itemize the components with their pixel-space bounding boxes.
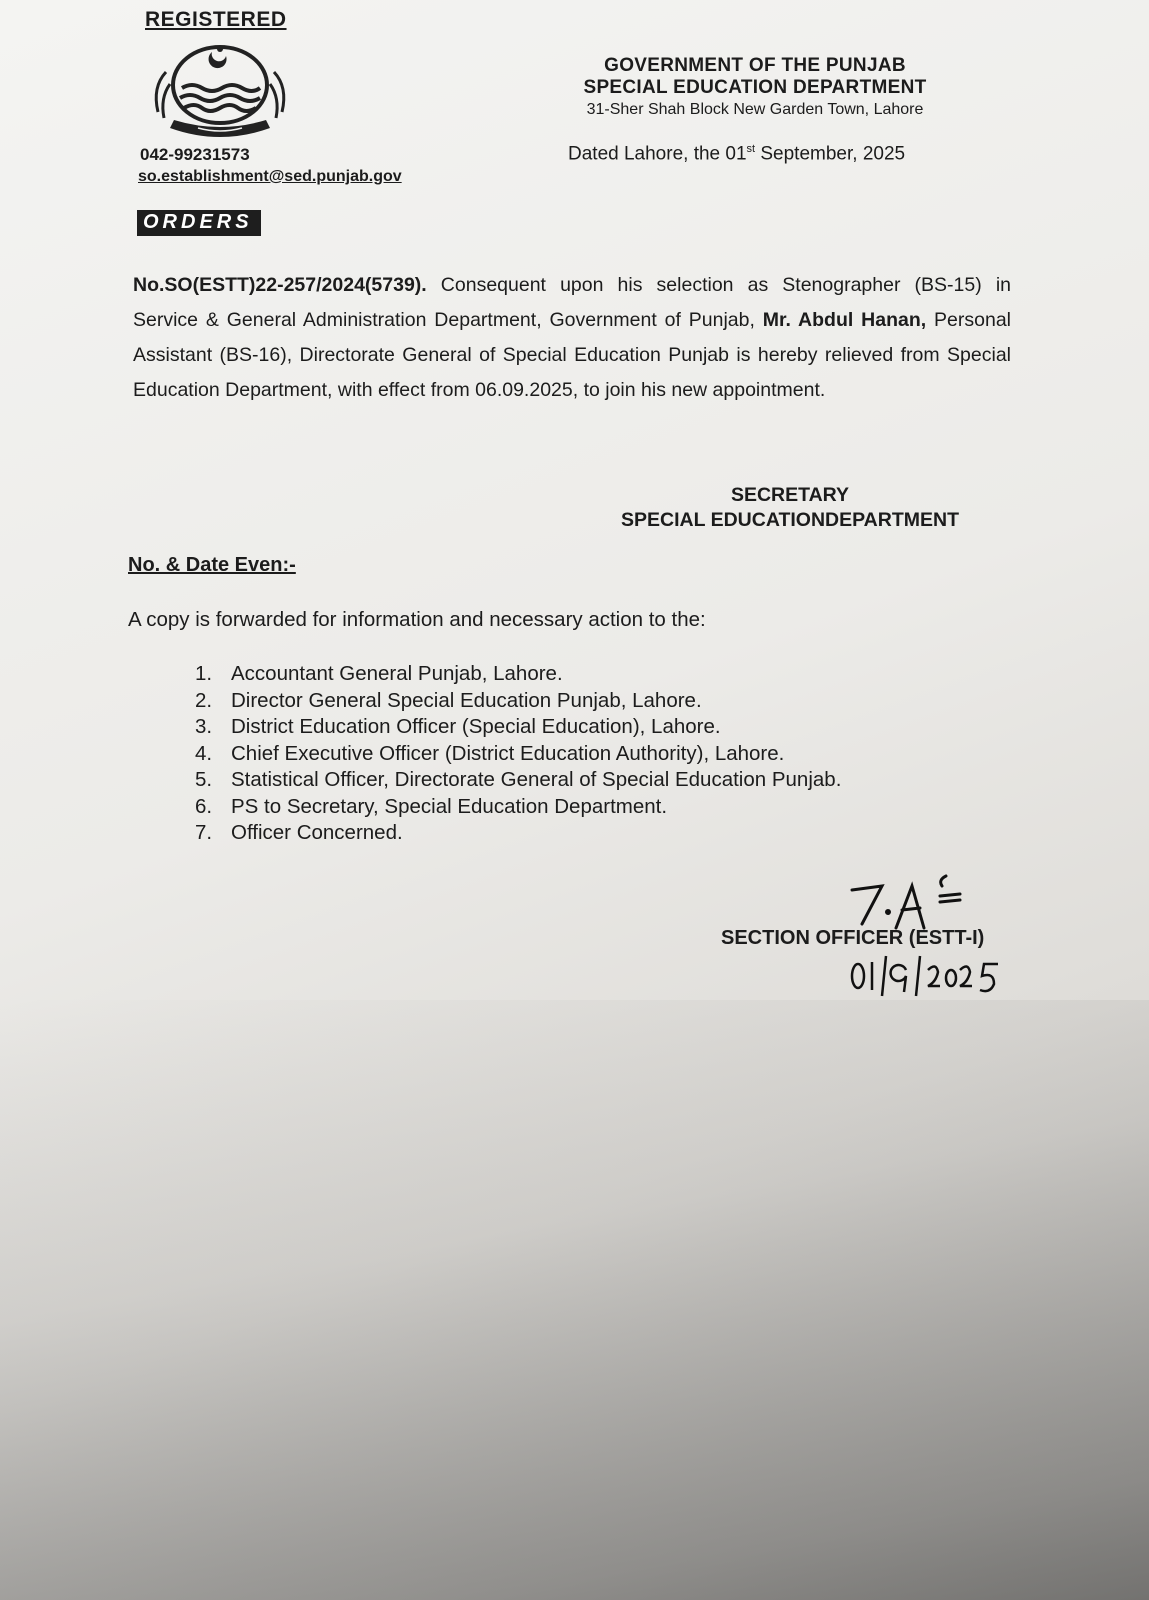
department-line: SPECIAL EDUCATION DEPARTMENT: [583, 77, 927, 98]
punjab-government-emblem-icon: [150, 40, 290, 140]
email-address: so.establishment@sed.punjab.gov: [138, 168, 402, 185]
registered-label: REGISTERED: [145, 8, 287, 31]
endorsement-heading: No. & Date Even:-: [128, 554, 296, 576]
phone-number: 042-99231573: [140, 145, 250, 164]
letterhead-header: [545, 55, 965, 119]
order-reference-number: No.SO(ESTT)22-257/2024(5739).: [133, 274, 427, 296]
handwritten-date: [848, 952, 1008, 997]
order-body: [133, 268, 1011, 408]
address-line: 31-Sher Shah Block New Garden Town, Lahore: [586, 101, 924, 118]
secretary-signature-block: [585, 483, 995, 533]
photo-shadow: [0, 1000, 1149, 1600]
list-item: 3. District Education Officer (Special Education), Lahore.: [195, 715, 721, 738]
list-item: 7. Officer Concerned.: [195, 821, 403, 844]
order-text-part-1: Consequent upon his selection as Stenographer (BS-15) in Service & General Administration Department, Government of Punjab,: [133, 274, 1011, 331]
list-item: 1. Accountant General Punjab, Lahore.: [195, 662, 563, 685]
recipient-list: [195, 661, 841, 847]
government-line: GOVERNMENT OF THE PUNJAB: [604, 55, 906, 76]
list-item: 2. Director General Special Education Punjab, Lahore.: [195, 688, 702, 712]
dated-suffix: September, 2025: [755, 143, 906, 165]
handwritten-initials: [848, 872, 978, 932]
orders-heading: ORDERS: [137, 210, 261, 236]
forward-text: A copy is forwarded for information and necessary action to the:: [128, 608, 706, 631]
dated-superscript: st: [746, 143, 756, 155]
list-item: 5. Statistical Officer, Directorate General of Special Education Punjab.: [195, 768, 842, 791]
dated-line: [568, 143, 905, 165]
list-item: 6. PS to Secretary, Special Education Department.: [195, 794, 668, 818]
secretary-department: SPECIAL EDUCATIONDEPARTMENT: [620, 509, 959, 531]
section-officer-title: SECTION OFFICER (ESTT-I): [721, 927, 985, 949]
person-name: Mr. Abdul Hanan,: [762, 309, 927, 331]
dated-prefix: Dated Lahore, the 01: [568, 143, 747, 165]
secretary-title: SECRETARY: [730, 484, 850, 506]
order-text-part-2: Personal Assistant (BS-16), Directorate General of Special Education Punjab is hereby relieved from Special Education Department, with effect from 06.09.2025, to join his new appointment.: [133, 309, 1011, 401]
list-item: 4. Chief Executive Officer (District Education Authority), Lahore.: [195, 741, 785, 765]
